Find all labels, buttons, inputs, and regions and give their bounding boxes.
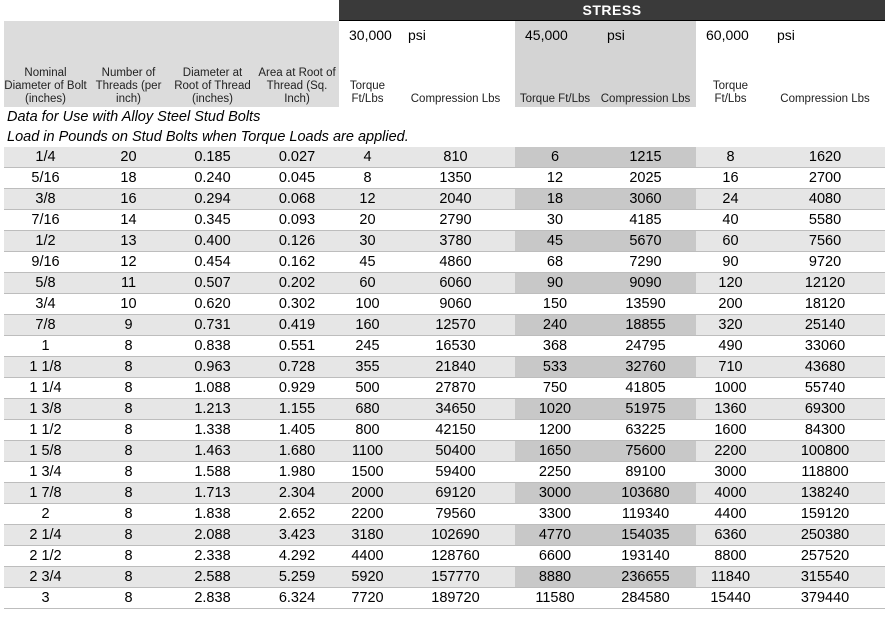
cell-nominal-diameter: 1 7/8 xyxy=(4,483,87,504)
table-row xyxy=(4,189,885,210)
cell-root-area: 2.304 xyxy=(255,483,339,504)
cell-root-area: 4.292 xyxy=(255,546,339,567)
cell-compression-45k: 4185 xyxy=(595,210,696,231)
cell-compression-45k: 51975 xyxy=(595,399,696,420)
cell-torque-60k: 1360 xyxy=(696,399,765,420)
cell-compression-30k: 27870 xyxy=(396,378,515,399)
cell-compression-60k: 5580 xyxy=(765,210,885,231)
cell-threads: 8 xyxy=(87,420,170,441)
table-row xyxy=(4,567,885,588)
cell-threads: 13 xyxy=(87,231,170,252)
cell-threads: 8 xyxy=(87,483,170,504)
cell-root-diameter: 0.345 xyxy=(170,210,255,231)
cell-torque-60k: 1600 xyxy=(696,420,765,441)
cell-threads: 8 xyxy=(87,399,170,420)
cell-torque-45k: 6600 xyxy=(515,546,595,567)
cell-compression-45k: 1215 xyxy=(595,147,696,168)
cell-root-area: 0.728 xyxy=(255,357,339,378)
cell-root-area: 0.093 xyxy=(255,210,339,231)
cell-compression-45k: 3060 xyxy=(595,189,696,210)
cell-compression-60k: 100800 xyxy=(765,441,885,462)
cell-threads: 18 xyxy=(87,168,170,189)
cell-compression-60k: 1620 xyxy=(765,147,885,168)
cell-root-area: 0.045 xyxy=(255,168,339,189)
cell-torque-60k: 24 xyxy=(696,189,765,210)
header-root-area: Area at Root of Thread (Sq. Inch) xyxy=(255,48,339,107)
cell-root-diameter: 0.838 xyxy=(170,336,255,357)
cell-threads: 8 xyxy=(87,441,170,462)
cell-torque-60k: 4400 xyxy=(696,504,765,525)
cell-compression-45k: 63225 xyxy=(595,420,696,441)
table-note-1: Data for Use with Alloy Steel Stud Bolts xyxy=(7,109,261,125)
cell-root-diameter: 2.588 xyxy=(170,567,255,588)
cell-compression-60k: 84300 xyxy=(765,420,885,441)
cell-threads: 8 xyxy=(87,525,170,546)
cell-threads: 8 xyxy=(87,462,170,483)
header-compression-60k: Compression Lbs xyxy=(780,93,870,105)
cell-torque-60k: 16 xyxy=(696,168,765,189)
cell-compression-30k: 102690 xyxy=(396,525,515,546)
cell-root-diameter: 0.731 xyxy=(170,315,255,336)
cell-compression-30k: 1350 xyxy=(396,168,515,189)
table-row xyxy=(4,357,885,378)
cell-torque-45k: 1650 xyxy=(515,441,595,462)
cell-root-area: 5.259 xyxy=(255,567,339,588)
cell-threads: 12 xyxy=(87,252,170,273)
psi-value-3: 60,000 xyxy=(706,26,749,43)
cell-torque-60k: 710 xyxy=(696,357,765,378)
blank-corner xyxy=(4,0,339,21)
cell-torque-30k: 500 xyxy=(339,378,396,399)
cell-compression-45k: 5670 xyxy=(595,231,696,252)
cell-root-diameter: 1.838 xyxy=(170,504,255,525)
table-row xyxy=(4,441,885,462)
table-row xyxy=(4,378,885,399)
cell-compression-60k: 250380 xyxy=(765,525,885,546)
cell-torque-45k: 6 xyxy=(515,147,595,168)
cell-torque-45k: 11580 xyxy=(515,588,595,609)
cell-compression-30k: 157770 xyxy=(396,567,515,588)
cell-compression-60k: 33060 xyxy=(765,336,885,357)
cell-threads: 8 xyxy=(87,504,170,525)
cell-root-diameter: 0.963 xyxy=(170,357,255,378)
cell-torque-60k: 120 xyxy=(696,273,765,294)
psi-unit-2: psi xyxy=(595,21,696,49)
header-compression-45k: Compression Lbs xyxy=(595,48,696,107)
cell-compression-45k: 119340 xyxy=(595,504,696,525)
cell-threads: 8 xyxy=(87,378,170,399)
cell-nominal-diameter: 1 3/4 xyxy=(4,462,87,483)
cell-root-area: 1.405 xyxy=(255,420,339,441)
cell-compression-30k: 42150 xyxy=(396,420,515,441)
cell-torque-30k: 680 xyxy=(339,399,396,420)
cell-nominal-diameter: 7/16 xyxy=(4,210,87,231)
table-row xyxy=(4,336,885,357)
cell-root-area: 0.162 xyxy=(255,252,339,273)
cell-torque-45k: 240 xyxy=(515,315,595,336)
table-row xyxy=(4,399,885,420)
cell-compression-30k: 3780 xyxy=(396,231,515,252)
cell-compression-45k: 284580 xyxy=(595,588,696,609)
cell-compression-30k: 2790 xyxy=(396,210,515,231)
cell-compression-30k: 9060 xyxy=(396,294,515,315)
cell-root-area: 0.929 xyxy=(255,378,339,399)
cell-threads: 16 xyxy=(87,189,170,210)
cell-torque-30k: 3180 xyxy=(339,525,396,546)
cell-threads: 8 xyxy=(87,567,170,588)
header-torque-30k: Torque Ft/Lbs xyxy=(349,80,386,105)
cell-compression-60k: 379440 xyxy=(765,588,885,609)
cell-compression-30k: 2040 xyxy=(396,189,515,210)
header-root-diameter: Diameter at Root of Thread (inches) xyxy=(170,48,255,107)
cell-compression-30k: 189720 xyxy=(396,588,515,609)
cell-compression-45k: 9090 xyxy=(595,273,696,294)
cell-root-area: 1.680 xyxy=(255,441,339,462)
psi-value-2: 45,000 xyxy=(515,21,595,49)
cell-compression-30k: 810 xyxy=(396,147,515,168)
cell-torque-60k: 11840 xyxy=(696,567,765,588)
cell-compression-45k: 18855 xyxy=(595,315,696,336)
cell-torque-45k: 68 xyxy=(515,252,595,273)
cell-torque-30k: 800 xyxy=(339,420,396,441)
cell-torque-30k: 5920 xyxy=(339,567,396,588)
cell-threads: 14 xyxy=(87,210,170,231)
cell-torque-45k: 1200 xyxy=(515,420,595,441)
cell-root-diameter: 0.185 xyxy=(170,147,255,168)
table-row xyxy=(4,588,885,609)
cell-torque-30k: 30 xyxy=(339,231,396,252)
cell-torque-45k: 4770 xyxy=(515,525,595,546)
psi-unit-3: psi xyxy=(777,26,795,43)
cell-torque-30k: 100 xyxy=(339,294,396,315)
cell-torque-45k: 12 xyxy=(515,168,595,189)
cell-compression-60k: 55740 xyxy=(765,378,885,399)
cell-root-diameter: 1.588 xyxy=(170,462,255,483)
cell-root-diameter: 2.338 xyxy=(170,546,255,567)
cell-torque-60k: 60 xyxy=(696,231,765,252)
cell-torque-30k: 45 xyxy=(339,252,396,273)
cell-root-diameter: 2.088 xyxy=(170,525,255,546)
cell-nominal-diameter: 5/8 xyxy=(4,273,87,294)
cell-compression-30k: 50400 xyxy=(396,441,515,462)
cell-torque-60k: 8 xyxy=(696,147,765,168)
cell-root-area: 0.302 xyxy=(255,294,339,315)
cell-torque-30k: 355 xyxy=(339,357,396,378)
cell-torque-60k: 90 xyxy=(696,252,765,273)
cell-compression-30k: 12570 xyxy=(396,315,515,336)
cell-torque-30k: 60 xyxy=(339,273,396,294)
header-nominal-diameter: Nominal Diameter of Bolt (inches) xyxy=(4,48,87,107)
table-row xyxy=(4,483,885,504)
cell-root-area: 1.155 xyxy=(255,399,339,420)
psi-value-1: 30,000 xyxy=(349,26,392,43)
cell-torque-60k: 3000 xyxy=(696,462,765,483)
cell-compression-60k: 138240 xyxy=(765,483,885,504)
header-torque-45k: Torque Ft/Lbs xyxy=(515,48,595,107)
cell-torque-60k: 2200 xyxy=(696,441,765,462)
table-row xyxy=(4,147,885,168)
cell-torque-45k: 750 xyxy=(515,378,595,399)
cell-compression-60k: 43680 xyxy=(765,357,885,378)
cell-nominal-diameter: 1 1/4 xyxy=(4,378,87,399)
cell-compression-45k: 236655 xyxy=(595,567,696,588)
cell-compression-45k: 103680 xyxy=(595,483,696,504)
cell-torque-60k: 490 xyxy=(696,336,765,357)
cell-compression-45k: 2025 xyxy=(595,168,696,189)
cell-torque-45k: 2250 xyxy=(515,462,595,483)
cell-root-area: 2.652 xyxy=(255,504,339,525)
cell-torque-60k: 320 xyxy=(696,315,765,336)
cell-compression-30k: 59400 xyxy=(396,462,515,483)
cell-root-area: 0.419 xyxy=(255,315,339,336)
cell-compression-60k: 9720 xyxy=(765,252,885,273)
cell-nominal-diameter: 1 xyxy=(4,336,87,357)
table-row xyxy=(4,525,885,546)
cell-torque-45k: 533 xyxy=(515,357,595,378)
cell-root-diameter: 1.338 xyxy=(170,420,255,441)
cell-root-area: 0.126 xyxy=(255,231,339,252)
cell-torque-30k: 245 xyxy=(339,336,396,357)
cell-nominal-diameter: 1 3/8 xyxy=(4,399,87,420)
cell-compression-45k: 24795 xyxy=(595,336,696,357)
cell-compression-60k: 69300 xyxy=(765,399,885,420)
cell-compression-45k: 75600 xyxy=(595,441,696,462)
header-compression-30k: Compression Lbs xyxy=(410,93,501,105)
cell-threads: 20 xyxy=(87,147,170,168)
cell-torque-45k: 3300 xyxy=(515,504,595,525)
cell-compression-60k: 4080 xyxy=(765,189,885,210)
cell-root-area: 3.423 xyxy=(255,525,339,546)
cell-threads: 11 xyxy=(87,273,170,294)
cell-compression-60k: 257520 xyxy=(765,546,885,567)
cell-compression-30k: 21840 xyxy=(396,357,515,378)
cell-torque-30k: 2200 xyxy=(339,504,396,525)
cell-root-diameter: 0.294 xyxy=(170,189,255,210)
cell-torque-45k: 368 xyxy=(515,336,595,357)
cell-nominal-diameter: 2 xyxy=(4,504,87,525)
cell-compression-45k: 41805 xyxy=(595,378,696,399)
cell-torque-30k: 1500 xyxy=(339,462,396,483)
cell-nominal-diameter: 1 1/8 xyxy=(4,357,87,378)
cell-root-diameter: 2.838 xyxy=(170,588,255,609)
cell-torque-45k: 8880 xyxy=(515,567,595,588)
cell-nominal-diameter: 7/8 xyxy=(4,315,87,336)
cell-torque-60k: 40 xyxy=(696,210,765,231)
cell-compression-60k: 315540 xyxy=(765,567,885,588)
cell-compression-45k: 32760 xyxy=(595,357,696,378)
cell-torque-45k: 150 xyxy=(515,294,595,315)
cell-root-diameter: 1.463 xyxy=(170,441,255,462)
cell-torque-45k: 18 xyxy=(515,189,595,210)
cell-root-diameter: 0.620 xyxy=(170,294,255,315)
cell-nominal-diameter: 2 3/4 xyxy=(4,567,87,588)
cell-compression-60k: 12120 xyxy=(765,273,885,294)
cell-compression-30k: 128760 xyxy=(396,546,515,567)
cell-compression-60k: 118800 xyxy=(765,462,885,483)
table-row xyxy=(4,273,885,294)
cell-torque-30k: 4 xyxy=(339,147,396,168)
cell-compression-60k: 18120 xyxy=(765,294,885,315)
cell-compression-60k: 25140 xyxy=(765,315,885,336)
cell-compression-30k: 4860 xyxy=(396,252,515,273)
cell-nominal-diameter: 3 xyxy=(4,588,87,609)
cell-compression-45k: 89100 xyxy=(595,462,696,483)
cell-compression-45k: 13590 xyxy=(595,294,696,315)
cell-root-area: 0.551 xyxy=(255,336,339,357)
cell-torque-45k: 45 xyxy=(515,231,595,252)
cell-nominal-diameter: 9/16 xyxy=(4,252,87,273)
cell-torque-30k: 8 xyxy=(339,168,396,189)
cell-torque-60k: 4000 xyxy=(696,483,765,504)
table-row xyxy=(4,210,885,231)
cell-nominal-diameter: 3/8 xyxy=(4,189,87,210)
cell-torque-30k: 12 xyxy=(339,189,396,210)
cell-root-diameter: 1.213 xyxy=(170,399,255,420)
cell-compression-45k: 7290 xyxy=(595,252,696,273)
table-row xyxy=(4,231,885,252)
cell-torque-45k: 1020 xyxy=(515,399,595,420)
table-row xyxy=(4,168,885,189)
cell-root-area: 0.027 xyxy=(255,147,339,168)
table-row xyxy=(4,462,885,483)
cell-compression-45k: 193140 xyxy=(595,546,696,567)
cell-torque-30k: 160 xyxy=(339,315,396,336)
table-note-2: Load in Pounds on Stud Bolts when Torque Loads are applied. xyxy=(7,129,409,145)
cell-threads: 9 xyxy=(87,315,170,336)
cell-compression-30k: 16530 xyxy=(396,336,515,357)
table-row xyxy=(4,504,885,525)
header-torque-60k: Torque Ft/Lbs xyxy=(712,80,749,105)
cell-nominal-diameter: 1 1/2 xyxy=(4,420,87,441)
cell-nominal-diameter: 1 5/8 xyxy=(4,441,87,462)
cell-compression-30k: 6060 xyxy=(396,273,515,294)
cell-nominal-diameter: 1/4 xyxy=(4,147,87,168)
cell-root-diameter: 0.454 xyxy=(170,252,255,273)
cell-root-diameter: 1.713 xyxy=(170,483,255,504)
cell-threads: 8 xyxy=(87,336,170,357)
cell-threads: 10 xyxy=(87,294,170,315)
cell-torque-60k: 8800 xyxy=(696,546,765,567)
cell-root-diameter: 0.240 xyxy=(170,168,255,189)
cell-threads: 8 xyxy=(87,357,170,378)
cell-root-area: 6.324 xyxy=(255,588,339,609)
cell-torque-60k: 15440 xyxy=(696,588,765,609)
blank-corner-psi xyxy=(4,21,339,49)
cell-root-area: 0.068 xyxy=(255,189,339,210)
cell-nominal-diameter: 5/16 xyxy=(4,168,87,189)
cell-compression-30k: 34650 xyxy=(396,399,515,420)
cell-torque-45k: 3000 xyxy=(515,483,595,504)
cell-torque-30k: 7720 xyxy=(339,588,396,609)
cell-torque-30k: 2000 xyxy=(339,483,396,504)
cell-torque-60k: 200 xyxy=(696,294,765,315)
cell-torque-60k: 1000 xyxy=(696,378,765,399)
table-row xyxy=(4,315,885,336)
cell-root-diameter: 1.088 xyxy=(170,378,255,399)
header-threads-per-inch: Number of Threads (per inch) xyxy=(87,48,170,107)
cell-compression-60k: 2700 xyxy=(765,168,885,189)
cell-compression-30k: 79560 xyxy=(396,504,515,525)
cell-torque-45k: 30 xyxy=(515,210,595,231)
cell-torque-30k: 1100 xyxy=(339,441,396,462)
cell-nominal-diameter: 1/2 xyxy=(4,231,87,252)
cell-threads: 8 xyxy=(87,546,170,567)
cell-compression-60k: 159120 xyxy=(765,504,885,525)
table-row xyxy=(4,420,885,441)
cell-threads: 8 xyxy=(87,588,170,609)
bolt-torque-table xyxy=(4,0,885,609)
cell-nominal-diameter: 2 1/4 xyxy=(4,525,87,546)
stress-header: STRESS xyxy=(339,0,885,21)
cell-root-area: 1.980 xyxy=(255,462,339,483)
cell-torque-60k: 6360 xyxy=(696,525,765,546)
cell-compression-60k: 7560 xyxy=(765,231,885,252)
table-row xyxy=(4,252,885,273)
cell-nominal-diameter: 3/4 xyxy=(4,294,87,315)
cell-torque-30k: 4400 xyxy=(339,546,396,567)
cell-torque-45k: 90 xyxy=(515,273,595,294)
cell-nominal-diameter: 2 1/2 xyxy=(4,546,87,567)
cell-root-diameter: 0.507 xyxy=(170,273,255,294)
table-row xyxy=(4,546,885,567)
table-row xyxy=(4,294,885,315)
cell-root-diameter: 0.400 xyxy=(170,231,255,252)
cell-compression-45k: 154035 xyxy=(595,525,696,546)
cell-root-area: 0.202 xyxy=(255,273,339,294)
psi-unit-1: psi xyxy=(408,26,426,43)
bolt-torque-table-container xyxy=(4,0,885,609)
cell-compression-30k: 69120 xyxy=(396,483,515,504)
cell-torque-30k: 20 xyxy=(339,210,396,231)
